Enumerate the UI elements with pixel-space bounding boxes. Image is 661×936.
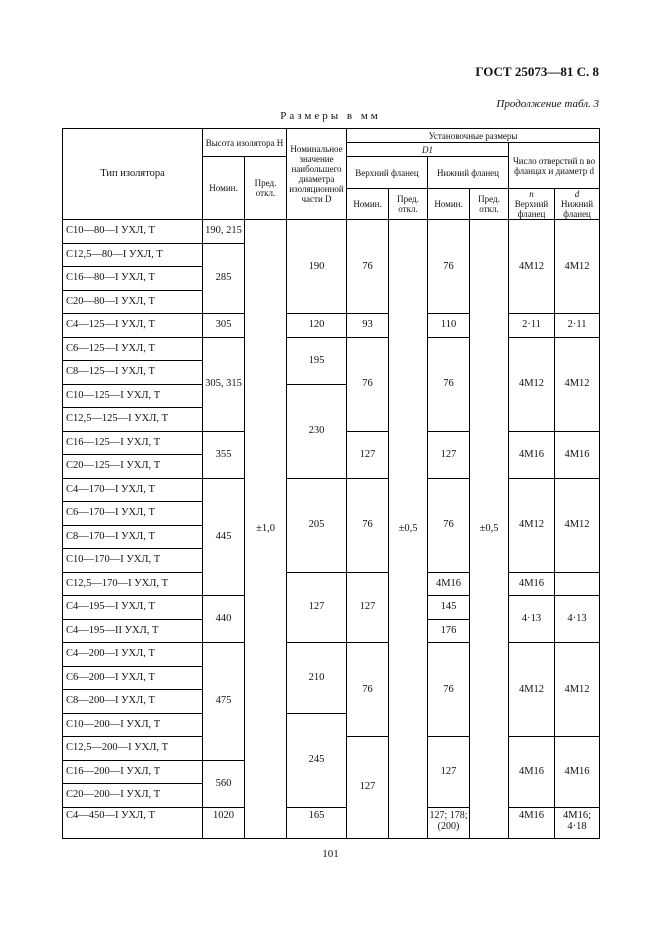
table-row (63, 478, 600, 502)
diameter-cell: 210 (287, 643, 347, 714)
diameter-cell: 176 (428, 619, 470, 643)
h-nominal-cell: 355 (203, 431, 245, 478)
type-cell: С10—125—I УХЛ, Т (63, 384, 203, 408)
h-deviation-cell: ±1,0 (245, 220, 287, 839)
type-cell: С4—450—I УХЛ, Т (63, 807, 203, 838)
low-nominal-cell: 127 (347, 572, 389, 643)
low-deviation-cell: ±0,5 (470, 220, 509, 839)
header-max-diameter: Номинальное значение наибольшего диаметра изоляционной части D (287, 129, 347, 220)
up-nominal-cell: 76 (347, 478, 389, 572)
table-row (63, 337, 600, 361)
h-nominal-cell: 475 (203, 643, 245, 761)
header-holes: Число отверстий n во фланцах и диаметр d (509, 143, 600, 189)
diameter-cell: 205 (287, 478, 347, 572)
header-up-nominal: Номин. (347, 189, 389, 220)
holes-up-cell: 4М16 (428, 572, 470, 596)
type-cell: С8—125—I УХЛ, Т (63, 361, 203, 385)
up-nominal-cell: 76 (347, 337, 389, 431)
holes-up-cell: 4М12 (509, 220, 555, 314)
diameter-cell: 190 (287, 220, 347, 314)
holes-low-cell: 4М16 (555, 737, 600, 808)
h-nominal-cell: 1020 (203, 807, 245, 838)
diameter-cell: 145 (428, 596, 470, 620)
header-low-deviation: Пред. откл. (470, 189, 509, 220)
table-row (63, 643, 600, 667)
h-nominal-cell: 440 (203, 596, 245, 643)
holes-low-cell: 4М16 (555, 431, 600, 478)
h-nominal-cell: 445 (203, 478, 245, 596)
header-lower-flange: Нижний фланец (428, 157, 509, 189)
up-nominal-cell: 127 (347, 431, 389, 478)
low-nominal-cell: 76 (428, 478, 470, 572)
insulator-table (62, 128, 600, 839)
diameter-cell: 245 (287, 713, 347, 807)
up-nominal-cell: 127 (287, 572, 347, 643)
holes-low-cell: 4М12 (555, 643, 600, 737)
header-h-deviation: Пред. откл. (245, 157, 287, 220)
type-cell: С6—200—I УХЛ, Т (63, 666, 203, 690)
diameter-cell: 120 (287, 314, 347, 338)
type-cell: С16—80—I УХЛ, Т (63, 267, 203, 291)
type-cell: С12,5—170—I УХЛ, Т (63, 572, 203, 596)
type-cell: С6—170—I УХЛ, Т (63, 502, 203, 526)
low-nominal-cell: 127 (428, 431, 470, 478)
type-cell: С12,5—125—I УХЛ, Т (63, 408, 203, 432)
type-cell: С10—170—I УХЛ, Т (63, 549, 203, 573)
holes-low-cell: 4М16; 4·18 (555, 807, 600, 838)
header-d1: D1 (347, 143, 509, 157)
holes-up-cell: 4М16 (509, 431, 555, 478)
type-cell: С10—80—I УХЛ, Т (63, 220, 203, 244)
holes-up-cell: 4М16 (509, 737, 555, 808)
type-cell: С4—200—I УХЛ, Т (63, 643, 203, 667)
type-cell: С16—200—I УХЛ, Т (63, 760, 203, 784)
header-height: Высота изолятора H (203, 129, 287, 157)
h-nominal-cell: 560 (203, 760, 245, 807)
header-lower: Нижний фланец (561, 199, 594, 219)
type-cell: С20—125—I УХЛ, Т (63, 455, 203, 479)
holes-up-cell: 4М12 (509, 643, 555, 737)
table-row (63, 572, 600, 596)
up-nominal-cell: 76 (347, 220, 389, 314)
low-nominal-cell: 76 (428, 220, 470, 314)
up-nominal-cell: 93 (347, 314, 389, 338)
h-nominal-cell: 305 (203, 314, 245, 338)
type-cell: С4—125—I УХЛ, Т (63, 314, 203, 338)
header-n: n (529, 189, 534, 199)
table-row (63, 220, 600, 244)
up-deviation-cell: ±0,5 (389, 220, 428, 839)
holes-low-cell: 4·13 (555, 596, 600, 643)
h-nominal-cell: 305, 315 (203, 337, 245, 431)
type-cell: С20—200—I УХЛ, Т (63, 784, 203, 808)
holes-up-cell: 4М16 (509, 807, 555, 838)
diameter-cell: 230 (287, 384, 347, 478)
type-cell: С16—125—I УХЛ, Т (63, 431, 203, 455)
type-cell: С8—200—I УХЛ, Т (63, 690, 203, 714)
header-up-deviation: Пред. откл. (389, 189, 428, 220)
h-nominal-cell: 190, 215 (203, 220, 245, 244)
up-nominal-cell: 76 (347, 643, 389, 737)
holes-up-cell: 4М12 (509, 478, 555, 572)
header-install-dims: Установочные размеры (347, 129, 600, 143)
header-n-upper (509, 189, 555, 220)
holes-up-cell: 2·11 (509, 314, 555, 338)
units-note: Размеры в мм (280, 110, 381, 122)
type-cell: С12,5—80—I УХЛ, Т (63, 243, 203, 267)
holes-up-cell: 4М12 (509, 337, 555, 431)
type-cell: С4—195—II УХЛ, Т (63, 619, 203, 643)
header-d: d (574, 189, 580, 199)
low-nominal-cell: 110 (428, 314, 470, 338)
type-cell: С10—200—I УХЛ, Т (63, 713, 203, 737)
table-row (63, 807, 600, 838)
type-cell: С4—170—I УХЛ, Т (63, 478, 203, 502)
low-nominal-cell: 76 (428, 337, 470, 431)
holes-low-cell: 4М12 (555, 337, 600, 431)
type-cell: С12,5—200—I УХЛ, Т (63, 737, 203, 761)
low-nominal-cell: 127 (428, 737, 470, 808)
header-d-lower (555, 189, 600, 220)
page-number: 101 (322, 848, 339, 860)
header-type: Тип изолятора (63, 129, 203, 220)
diameter-cell: 195 (287, 337, 347, 384)
table-continuation-note: Продолжение табл. 3 (496, 98, 599, 110)
low-nominal-cell: 76 (428, 643, 470, 737)
table-row (63, 314, 600, 338)
holes-up-cell: 4·13 (509, 596, 555, 643)
holes-low-cell: 4М12 (555, 220, 600, 314)
header-upper: Верхний фланец (514, 199, 549, 219)
low-nominal-cell: 127; 178; (200) (428, 807, 470, 838)
h-nominal-cell: 285 (203, 243, 245, 314)
document-code: ГОСТ 25073—81 С. 8 (475, 64, 599, 79)
type-cell: С20—80—I УХЛ, Т (63, 290, 203, 314)
holes-low-cell: 4М12 (555, 478, 600, 572)
holes-low-cell: 2·11 (555, 314, 600, 338)
type-cell: С6—125—I УХЛ, Т (63, 337, 203, 361)
header-low-nominal: Номин. (428, 189, 470, 220)
header-h-nominal: Номин. (203, 157, 245, 220)
type-cell: С8—170—I УХЛ, Т (63, 525, 203, 549)
type-cell: С4—195—I УХЛ, Т (63, 596, 203, 620)
up-nominal-cell: 127 (347, 737, 389, 839)
header-upper-flange: Верхний фланец (347, 157, 428, 189)
holes-low-cell: 4М16 (509, 572, 555, 596)
diameter-cell: 165 (287, 807, 347, 838)
